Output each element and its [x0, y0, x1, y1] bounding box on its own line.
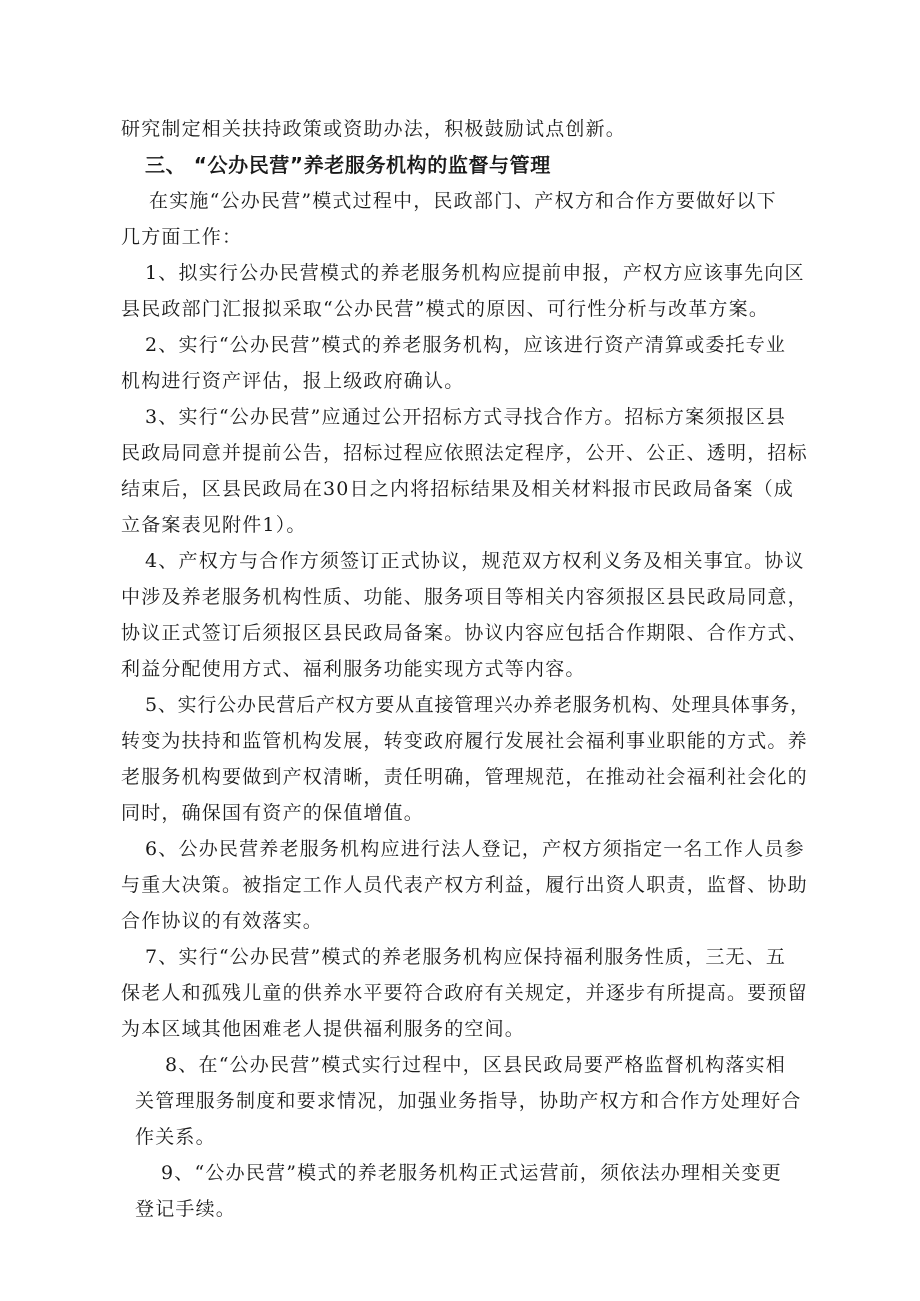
item-5-line-4: 同时，确保国有资产的保值增值。 — [121, 802, 425, 824]
item-8-line-1: 8、在“公办民营”模式实行过程中，区县民政局要严格监督机构落实相 — [165, 1054, 786, 1076]
item-6-line-2: 与重大决策。被指定工作人员代表产权方利益，履行出资人职责，监督、协助 — [121, 874, 808, 896]
item-8-line-3: 作关系。 — [135, 1126, 216, 1148]
item-9-line-2: 登记手续。 — [135, 1198, 237, 1220]
item-9-line-1: 9、“公办民营”模式的养老服务机构正式运营前，须依法办理相关变更 — [161, 1162, 782, 1184]
item-2-line-2: 机构进行资产评估，报上级政府确认。 — [121, 370, 465, 392]
item-7-line-1: 7、实行“公办民营”模式的养老服务机构应保持福利服务性质，三无、五 — [145, 946, 787, 968]
item-3-line-2: 民政局同意并提前公告，招标过程应依照法定程序，公开、公正、透明，招标 — [121, 442, 808, 464]
item-5-line-1: 5、实行公办民营后产权方要从直接管理兴办养老服务机构、处理具体事务， — [145, 694, 810, 716]
item-5-line-3: 老服务机构要做到产权清晰，责任明确，管理规范，在推动社会福利社会化的 — [121, 766, 808, 788]
item-7-line-3: 为本区域其他困难老人提供福利服务的空间。 — [121, 1018, 526, 1040]
item-6-line-1: 6、公办民营养老服务机构应进行法人登记，产权方须指定一名工作人员参 — [145, 838, 805, 860]
item-4-line-2: 中涉及养老服务机构性质、功能、服务项目等相关内容须报区县民政局同意， — [121, 586, 808, 608]
item-8-line-2: 关管理服务制度和要求情况，加强业务指导，协助产权方和合作方处理好合 — [135, 1090, 802, 1112]
item-2-line-1: 2、实行“公办民营”模式的养老服务机构，应该进行资产清算或委托专业 — [145, 334, 787, 356]
item-3-line-3: 结束后，区县民政局在30日之内将招标结果及相关材料报市民政局备案（成 — [121, 478, 794, 500]
item-5-line-2: 转变为扶持和监管机构发展，转变政府履行发展社会福利事业职能的方式。养 — [121, 730, 808, 752]
item-3-line-4: 立备案表见附件1）。 — [121, 514, 307, 536]
intro-line: 研究制定相关扶持政策或资助办法，积极鼓励试点创新。 — [121, 118, 627, 140]
item-1-line-1: 1、拟实行公办民营模式的养老服务机构应提前申报，产权方应该事先向区 — [145, 262, 805, 284]
item-4-line-1: 4、产权方与合作方须签订正式协议，规范双方权利义务及相关事宜。协议 — [145, 550, 805, 572]
item-3-line-1: 3、实行“公办民营”应通过公开招标方式寻找合作方。招标方案须报区县 — [145, 406, 787, 428]
section-heading: 三、 “公办民营”养老服务机构的监督与管理 — [145, 153, 551, 177]
item-1-line-2: 县民政部门汇报拟采取“公办民营”模式的原因、可行性分析与改革方案。 — [121, 298, 770, 320]
intro-paragraph-line-2: 几方面工作： — [121, 226, 243, 248]
item-4-line-4: 利益分配使用方式、福利服务功能实现方式等内容。 — [121, 658, 586, 680]
item-4-line-3: 协议正式签订后须报区县民政局备案。协议内容应包括合作期限、合作方式、 — [121, 622, 808, 644]
item-6-line-3: 合作协议的有效落实。 — [121, 910, 324, 932]
intro-paragraph-line-1: 在实施“公办民营”模式过程中，民政部门、产权方和合作方要做好以下 — [149, 190, 777, 212]
item-7-line-2: 保老人和孤残儿童的供养水平要符合政府有关规定，并逐步有所提高。要预留 — [121, 982, 808, 1004]
